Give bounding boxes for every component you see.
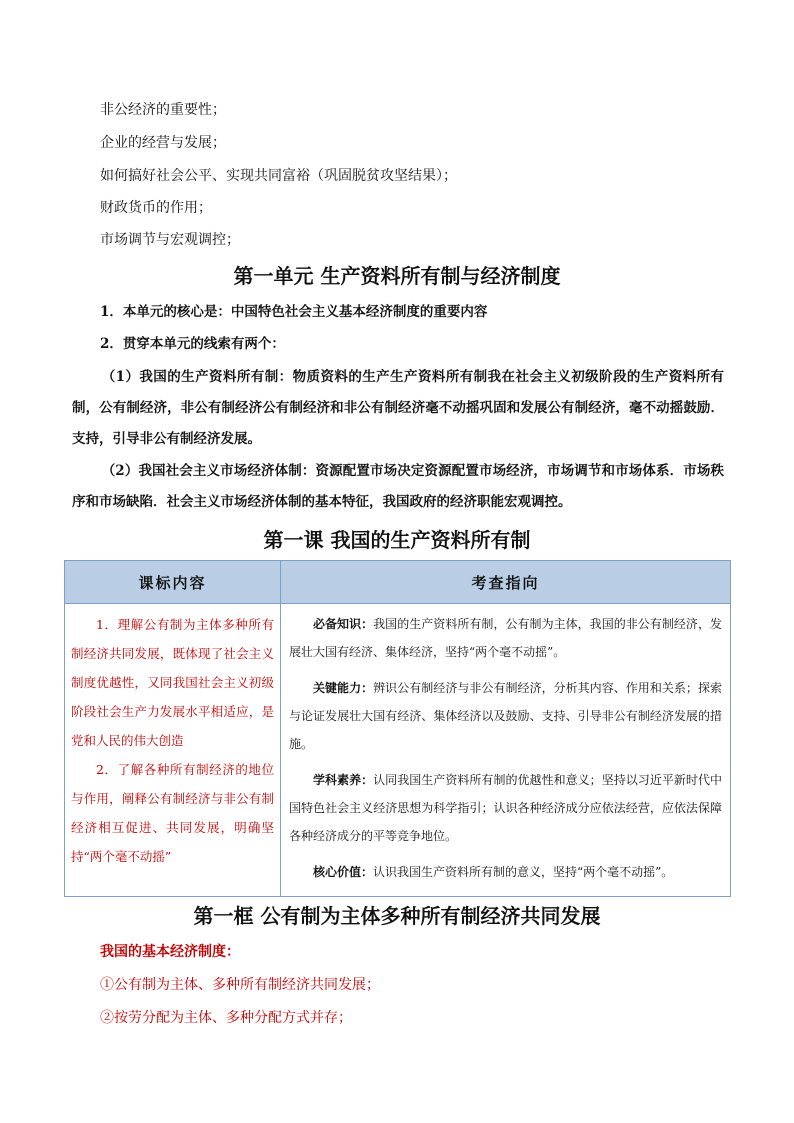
assessment-item bbox=[289, 674, 722, 758]
assessment-label: 核心价值： bbox=[313, 865, 374, 879]
standard-item: 1．理解公有制为主体多种所有制经济共同发展，既体现了社会主义制度优越性，又同我国社会主义初级阶段社会生产力发展水平相适应，是党和人民的伟大创造 bbox=[71, 617, 274, 748]
standard-item: 2．了解各种所有制经济的地位与作用，阐释公有制经济与非公有制经济相互促进、共同发展，明确坚持“两个毫不动摇” bbox=[71, 762, 274, 864]
table-header-assessment: 考查指向 bbox=[281, 561, 731, 604]
assessment-item bbox=[289, 610, 722, 666]
unit-point-1: 1．本单元的核心是：中国特色社会主义基本经济制度的重要内容 bbox=[100, 304, 488, 320]
intro-line: 如何搞好社会公平、实现共同富裕（巩固脱贫攻坚结果）； bbox=[100, 168, 457, 184]
assessment-label: 必备知识： bbox=[313, 617, 374, 631]
intro-line: 财政货币的作用； bbox=[100, 200, 212, 216]
assessment-label: 学科素养： bbox=[313, 773, 374, 787]
frame-title: 第一框 公有制为主体多种所有制经济共同发展 bbox=[193, 904, 601, 928]
frame-item: ①公有制为主体、多种所有制经济共同发展； bbox=[100, 977, 380, 993]
unit-point-2: 2．贯穿本单元的线索有两个： bbox=[100, 336, 285, 352]
lesson-title: 第一课 我国的生产资料所有制 bbox=[263, 528, 531, 552]
unit-paragraph-2: （2）我国社会主义市场经济体制：资源配置市场决定资源配置市场经济，市场调节和市场体系．市场秩序和市场缺陷．社会主义市场经济体制的基本特征，我国政府的经济职能宏观调控。 bbox=[72, 463, 724, 510]
frame-item: ②按劳分配为主体、多种分配方式并存； bbox=[100, 1010, 352, 1026]
assessment-label: 关键能力： bbox=[313, 681, 374, 695]
assessment-text: 认识我国生产资料所有制的意义，坚持“两个毫不动摇”。 bbox=[373, 865, 674, 879]
intro-line: 非公经济的重要性； bbox=[100, 102, 226, 118]
table-header-standards: 课标内容 bbox=[65, 561, 281, 604]
intro-line: 市场调节与宏观调控； bbox=[100, 232, 240, 248]
standards-cell bbox=[65, 604, 281, 897]
assessment-text: 辨识公有制经济与非公有制经济，分析其内容、作用和关系；探索与论证发展壮大国有经济、集体经济以及鼓励、支持、引导非公有制经济发展的措施。 bbox=[289, 681, 722, 751]
assessment-cell bbox=[281, 604, 731, 897]
assessment-item bbox=[289, 858, 722, 886]
assessment-item bbox=[289, 766, 722, 850]
curriculum-table bbox=[64, 560, 731, 897]
unit-paragraph-1: （1）我国的生产资料所有制：物质资料的生产生产资料所有制我在社会主义初级阶段的生产资料所有制，公有制经济，非公有制经济公有制经济和非公有制经济毫不动摇巩固和发展公有制经济，毫不动摇鼓励．支持，引导非公有制经济发展。 bbox=[72, 369, 724, 447]
unit-title: 第一单元 生产资料所有制与经济制度 bbox=[233, 264, 561, 288]
frame-subtitle: 我国的基本经济制度： bbox=[100, 944, 240, 960]
assessment-text: 认同我国生产资料所有制的优越性和意义；坚持以习近平新时代中国特色社会主义经济思想为科学指引；认识各种经济成分应依法经营，应依法保障各种经济成分的平等竞争地位。 bbox=[289, 773, 722, 843]
assessment-text: 我国的生产资料所有制，公有制为主体，我国的非公有制经济，发展壮大国有经济、集体经济，坚持“两个毫不动摇”。 bbox=[289, 617, 722, 659]
intro-line: 企业的经营与发展； bbox=[100, 135, 226, 151]
